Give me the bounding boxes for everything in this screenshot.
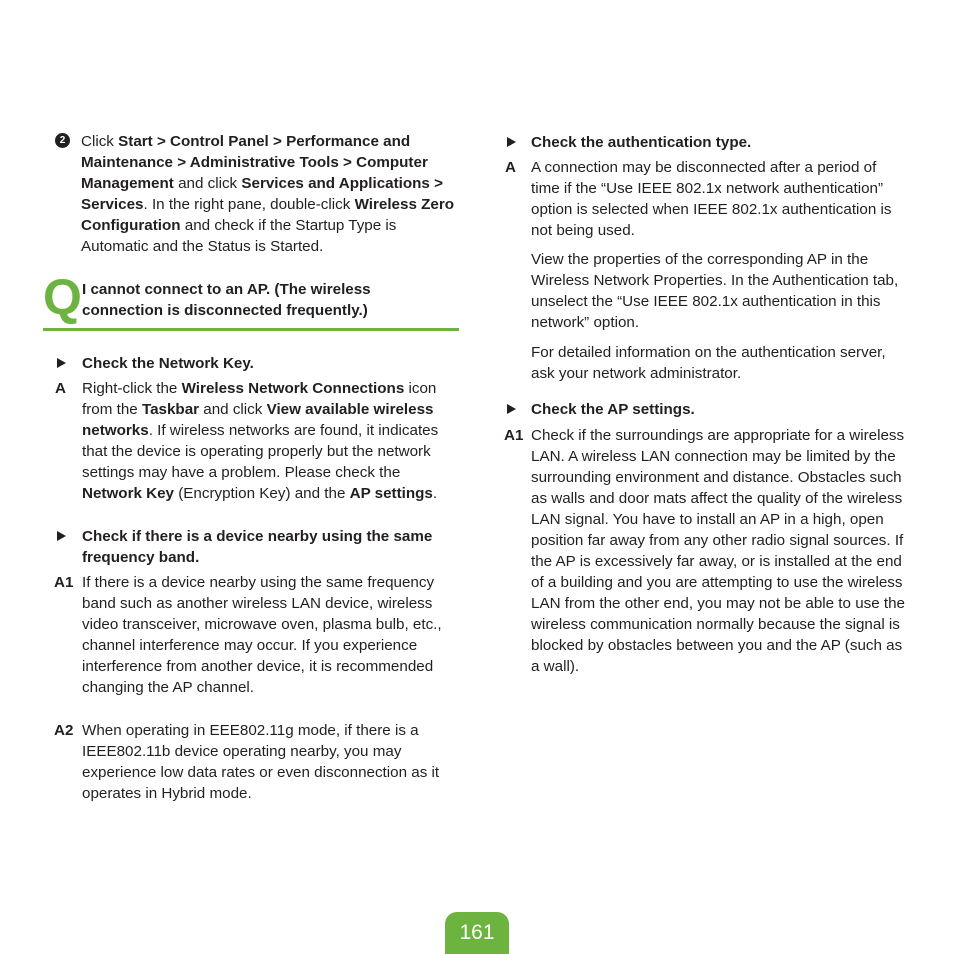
- emph: Taskbar: [141, 401, 200, 418]
- question-text: I cannot connect to an AP. (The wireless connection is disconnected frequently.): [82, 281, 371, 319]
- question-divider: [43, 328, 459, 331]
- step-number-badge: 2: [55, 133, 70, 148]
- text: and check if the Startup Type is Automatic and the Status is Started.: [81, 217, 397, 255]
- answer-text: For detailed information on the authentication server, ask your network administrator.: [531, 344, 886, 382]
- text: . In the right pane, double-click: [143, 196, 355, 213]
- answer-text: Check if the surroundings are appropriate for a wireless LAN. A wireless LAN connection may be limited by the surrounding environment and distance. Obstacles such as walls and door mats affect the quality of the wireless LAN signal. You have to install an AP in a high, open position far away from any other radio signal sources. If the AP is excessively far away, or is installed at the end of a building and you are attempting to use the wireless LAN from the other end, you may not be able to use the wireless communication normally because the signal is blocked by obstacles between you and the AP (such as a wall).: [531, 427, 906, 675]
- answer-label: A: [505, 159, 516, 176]
- answer-label: A2: [54, 722, 74, 739]
- triangle-bullet-icon: [57, 358, 66, 368]
- text: icon from the: [82, 380, 437, 418]
- page-number: 161: [445, 912, 509, 954]
- emph: AP settings: [349, 485, 433, 502]
- answer-text: A connection may be disconnected after a period of time if the “Use IEEE 802.1x network authentication” option is selected when IEEE 802.1x authentication is not being used.: [531, 159, 892, 239]
- emph: Wireless Network Connections: [181, 380, 405, 397]
- check-title: Check the Network Key.: [82, 355, 254, 372]
- check-title: Check if there is a device nearby using the same frequency band.: [82, 528, 433, 566]
- text: (Encryption Key) and the: [174, 485, 350, 502]
- text: and click: [199, 401, 267, 418]
- text: . If wireless networks are found, it indicates that the device is operating properly but the network settings may have a problem. Please check the: [82, 422, 439, 481]
- answer-label: A1: [504, 427, 524, 444]
- answer-text: When operating in EEE802.11g mode, if there is a IEEE802.11b device operating nearby, you may experience low data rates or even disconnection as it operates in Hybrid mode.: [82, 722, 440, 802]
- text: and click: [173, 175, 242, 192]
- answer-text: [82, 378, 462, 504]
- service-name: Wireless Zero Configuration: [81, 196, 455, 234]
- triangle-bullet-icon: [57, 531, 66, 541]
- answer-text: View the properties of the corresponding AP in the Wireless Network Properties. In the Authentication tab, unselect the “Use IEEE 802.1x authentication in this network” option.: [531, 251, 899, 331]
- emph: View available wireless networks: [82, 401, 434, 439]
- question-letter: Q: [43, 269, 82, 325]
- triangle-bullet-icon: [507, 137, 516, 147]
- answer-text: If there is a device nearby using the same frequency band such as another wireless LAN device, wireless video transceiver, microwave oven, plasma bulb, etc., channel interference may occur. If you experience interference from another device, it is recommended changing the AP channel.: [82, 574, 442, 696]
- text: Right-click the: [82, 380, 182, 397]
- answer-label: A: [55, 380, 66, 397]
- check-title: Check the AP settings.: [531, 401, 695, 418]
- text: Click: [81, 133, 119, 150]
- step-instructions: [81, 131, 461, 257]
- answer-label: A1: [54, 574, 74, 591]
- triangle-bullet-icon: [507, 404, 516, 414]
- text: .: [432, 485, 438, 502]
- menu-path: Services and Applications > Services: [81, 175, 443, 213]
- check-title: Check the authentication type.: [531, 134, 752, 151]
- menu-path: Start > Control Panel > Performance and Maintenance > Administrative Tools > Computer Management: [81, 133, 428, 192]
- emph: Network Key: [82, 485, 175, 502]
